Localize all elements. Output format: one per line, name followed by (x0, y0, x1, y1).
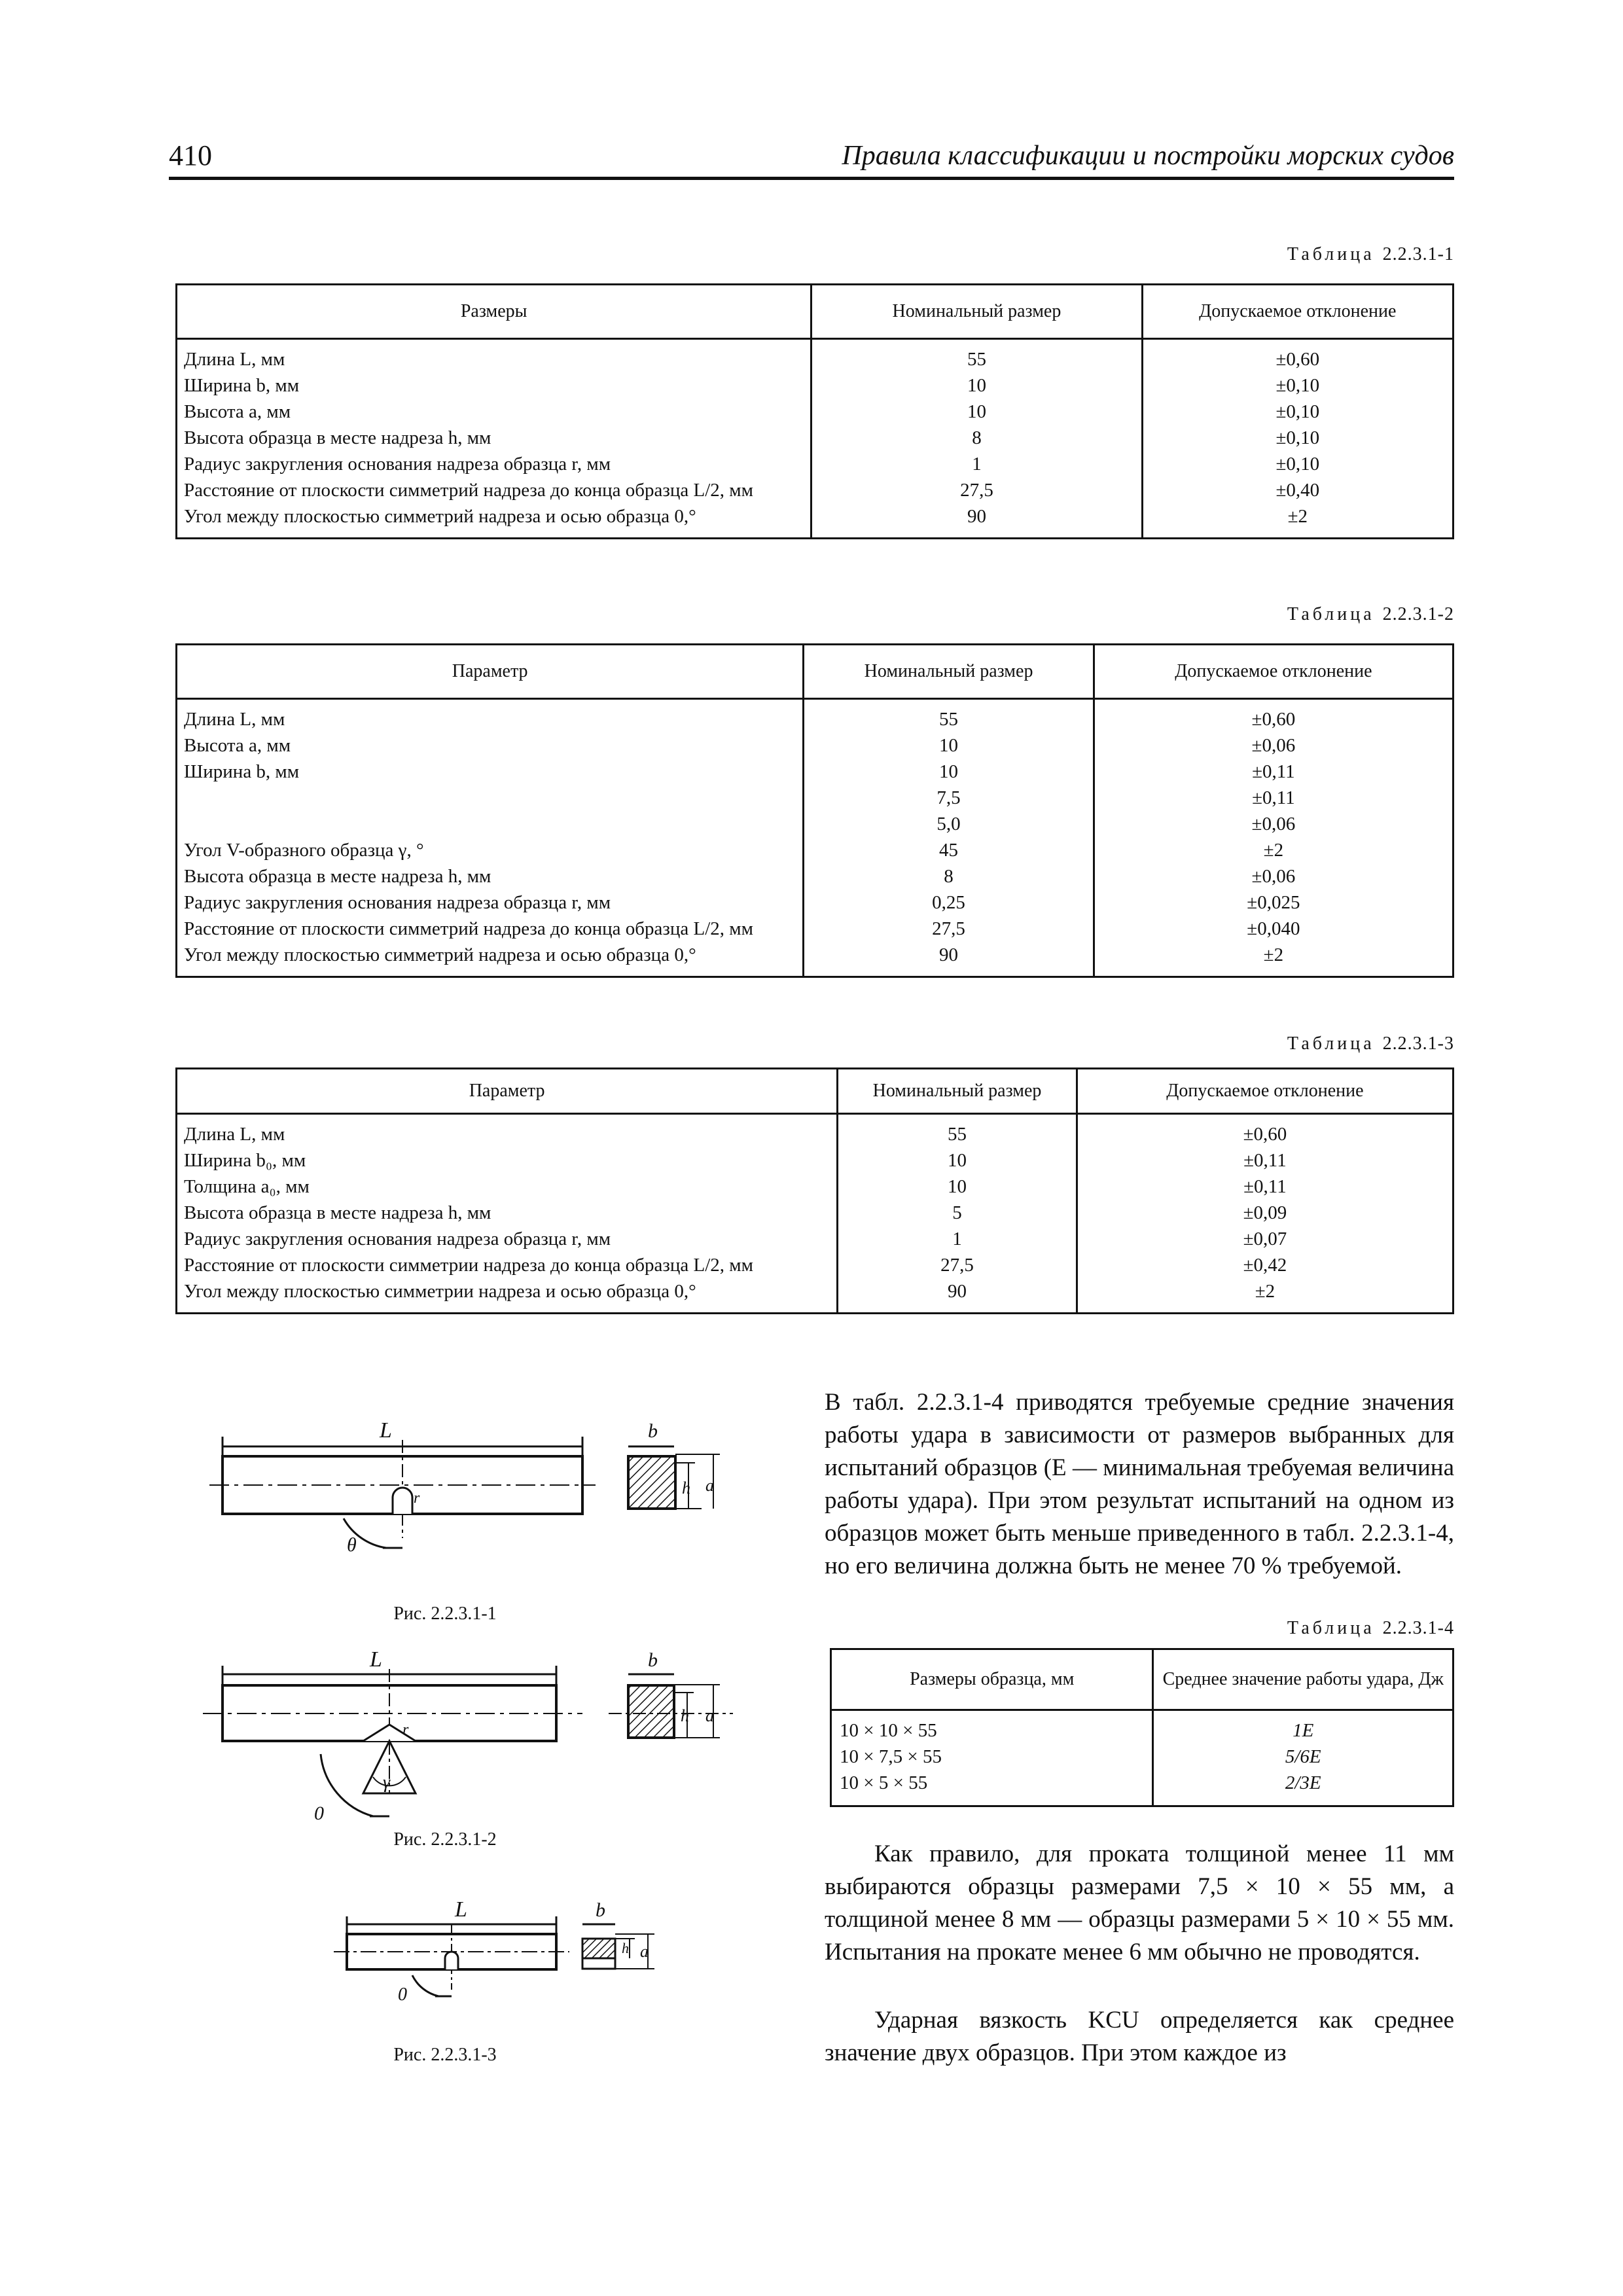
table-cell: ±0,10 (1142, 399, 1453, 425)
table-row (177, 863, 1454, 889)
table-cell: ±0,025 (1094, 889, 1453, 916)
table-row (177, 451, 1454, 477)
table-cell: 90 (804, 942, 1094, 977)
table-header-cell: Параметр (177, 1069, 838, 1114)
table-row (177, 837, 1454, 863)
table-cell: 90 (838, 1278, 1077, 1314)
table-row (831, 1744, 1454, 1770)
table-cell: 90 (812, 503, 1142, 539)
table-row (177, 339, 1454, 373)
table-cell: 10 (804, 759, 1094, 785)
angle-label-theta: θ (347, 1534, 357, 1556)
table-caption-3: Таблица 2.2.3.1-3 (1287, 1033, 1454, 1054)
table-2-2-3-1-1 (175, 283, 1454, 539)
table-cell: 1E (1153, 1710, 1454, 1744)
table-cell: 45 (804, 837, 1094, 863)
table-cell: 27,5 (838, 1252, 1077, 1278)
table-2-2-3-1-4 (830, 1648, 1454, 1807)
table-header-cell: Номинальный размер (812, 285, 1142, 339)
figure-caption-3: Рис. 2.2.3.1-3 (393, 2045, 497, 2065)
figure-specimen-u-notch (216, 1420, 779, 1617)
table-row (177, 1114, 1454, 1148)
page-number: 410 (169, 139, 212, 171)
table-cell: Высота образца в месте надреза h, мм (177, 1200, 838, 1226)
angle-label-zero: 0 (314, 1803, 324, 1824)
table-cell: ±0,42 (1077, 1252, 1453, 1278)
table-cell: Высота образца в месте надреза h, мм (177, 425, 812, 451)
table-header-cell: Размеры образца, мм (831, 1649, 1153, 1710)
dimension-label-l: L (455, 1897, 467, 1922)
table-cell: ±0,11 (1077, 1174, 1453, 1200)
paragraph-specimen-selection: Как правило, для проката толщиной менее 11 мм выбираются образцы размерами 7,5 × 10 × 55 мм, а толщиной менее 8 мм — образцы размерами 5 × 10 × 55 мм. Испытания на прокате менее 6 мм обычно не проводятся. (825, 1840, 1454, 1965)
table-cell: 1 (838, 1226, 1077, 1252)
table-row (177, 1174, 1454, 1200)
table-cell: 55 (812, 339, 1142, 373)
table-cell: Радиус закругления основания надреза образца r, мм (177, 451, 812, 477)
table-cell: ±0,09 (1077, 1200, 1453, 1226)
table-cell: ±0,040 (1094, 916, 1453, 942)
table-cell: ±0,06 (1094, 732, 1453, 759)
figure-specimen-v-notch (216, 1647, 779, 1852)
table-cell: ±0,06 (1094, 863, 1453, 889)
table-row (177, 889, 1454, 916)
table-header-cell: Размеры (177, 285, 812, 339)
table-cell: ±0,11 (1077, 1147, 1453, 1174)
table-cell: Толщина a₀, мм (177, 1174, 838, 1200)
table-cell: ±0,10 (1142, 451, 1453, 477)
table-cell: Высота образца в месте надреза h, мм (177, 863, 804, 889)
table-header-cell: Номинальный размер (838, 1069, 1077, 1114)
table-cell: 10 (804, 732, 1094, 759)
dimension-label-b: b (648, 1649, 658, 1671)
table-row (831, 1770, 1454, 1806)
table-cell: Длина L, мм (177, 1114, 838, 1148)
table-cell: Ширина b, мм (177, 372, 812, 399)
figure-caption-2: Рис. 2.2.3.1-2 (393, 1829, 497, 1850)
table-cell: ±2 (1077, 1278, 1453, 1314)
table-cell: 8 (804, 863, 1094, 889)
table-cell: ±0,60 (1142, 339, 1453, 373)
table-cell: ±0,11 (1094, 785, 1453, 811)
dimension-label-l: L (380, 1418, 392, 1443)
table-cell: 10 (838, 1147, 1077, 1174)
table-row (177, 372, 1454, 399)
dimension-label-h: h (681, 1706, 689, 1725)
table-row (177, 1226, 1454, 1252)
table-cell: ±0,60 (1077, 1114, 1453, 1148)
table-row (177, 1278, 1454, 1314)
paragraph-impact-toughness: Ударная вязкость KCU определяется как среднее значение двух образцов. При этом каждое из (825, 2007, 1454, 2066)
table-cell: 7,5 (804, 785, 1094, 811)
table-row (177, 732, 1454, 759)
table-row (177, 1200, 1454, 1226)
table-caption-1: Таблица 2.2.3.1-1 (1287, 244, 1454, 264)
table-header-cell: Параметр (177, 645, 804, 699)
table-header-cell: Номинальный размер (804, 645, 1094, 699)
table-cell: Расстояние от плоскости симметрии надреза до конца образца L/2, мм (177, 1252, 838, 1278)
dimension-label-a: a (705, 1706, 714, 1725)
table-cell: Расстояние от плоскости симметрий надреза до конца образца L/2, мм (177, 916, 804, 942)
table-row (177, 477, 1454, 503)
table-cell: Угол V-образного образца γ, ° (177, 837, 804, 863)
table-cell: 55 (838, 1114, 1077, 1148)
table-cell: 55 (804, 699, 1094, 733)
table-cell: Высота a, мм (177, 732, 804, 759)
table-cell: 10 × 7,5 × 55 (831, 1744, 1153, 1770)
table-cell: 5 (838, 1200, 1077, 1226)
table-cell: 10 (812, 372, 1142, 399)
table-cell: 1 (812, 451, 1142, 477)
table-cell: 5/6E (1153, 1744, 1454, 1770)
dimension-label-h: h (682, 1479, 690, 1498)
table-cell: Угол между плоскостью симметрий надреза и осью образца 0,° (177, 942, 804, 977)
header-rule (169, 177, 1454, 180)
table-2-2-3-1-3 (175, 1067, 1454, 1314)
table-header-cell: Среднее значение работы удара, Дж (1153, 1649, 1454, 1710)
dimension-label-a: a (705, 1476, 714, 1495)
table-row (177, 425, 1454, 451)
table-2-2-3-1-2 (175, 643, 1454, 978)
dimension-label-l: L (370, 1647, 382, 1672)
dimension-label-h: h (622, 1940, 629, 1956)
table-cell: Длина L, мм (177, 699, 804, 733)
table-cell: ±0,40 (1142, 477, 1453, 503)
table-row (177, 699, 1454, 733)
table-cell: 10 × 10 × 55 (831, 1710, 1153, 1744)
table-cell: ±0,07 (1077, 1226, 1453, 1252)
table-cell: Расстояние от плоскости симметрий надреза до конца образца L/2, мм (177, 477, 812, 503)
angle-label-zero: 0 (398, 1984, 407, 2005)
table-row (177, 785, 1454, 811)
table-cell: 27,5 (812, 477, 1142, 503)
table-header-cell: Допускаемое отклонение (1142, 285, 1453, 339)
table-cell: Высота a, мм (177, 399, 812, 425)
table-cell: ±2 (1094, 837, 1453, 863)
table-row (177, 942, 1454, 977)
angle-label-gamma: γ (383, 1772, 391, 1793)
table-cell: 27,5 (804, 916, 1094, 942)
table-row (177, 811, 1454, 837)
table-cell: ±0,10 (1142, 425, 1453, 451)
table-row (177, 1147, 1454, 1174)
table-row (177, 1252, 1454, 1278)
table-header-cell: Допускаемое отклонение (1077, 1069, 1453, 1114)
table-cell: 10 (812, 399, 1142, 425)
table-cell: 2/3E (1153, 1770, 1454, 1806)
table-cell: Радиус закругления основания надреза образца r, мм (177, 889, 804, 916)
table-cell: 5,0 (804, 811, 1094, 837)
table-cell: ±2 (1094, 942, 1453, 977)
table-cell: 10 × 5 × 55 (831, 1770, 1153, 1806)
table-cell: Ширина b, мм (177, 759, 804, 785)
table-cell (177, 811, 804, 837)
figure-caption-1: Рис. 2.2.3.1-1 (393, 1604, 497, 1624)
table-cell: 10 (838, 1174, 1077, 1200)
figure-specimen-reduced (340, 1898, 707, 2029)
paragraph-table-reference: В табл. 2.2.3.1-4 приводятся требуемые средние значения работы удара в зависимости от размеров выбранных для испытаний образцов (E — минимальная требуемая величина работы удара). При этом результат испытаний на одном из образцов может быть меньше приведенного в табл. 2.2.3.1-4, но его величина должна быть не менее 70 % требуемой. (825, 1389, 1454, 1579)
table-cell: ±0,06 (1094, 811, 1453, 837)
table-header-cell: Допускаемое отклонение (1094, 645, 1453, 699)
table-cell: ±0,10 (1142, 372, 1453, 399)
table-cell: ±0,11 (1094, 759, 1453, 785)
table-cell: Длина L, мм (177, 339, 812, 373)
dimension-label-r: r (414, 1490, 420, 1507)
table-row (177, 503, 1454, 539)
table-cell: Радиус закругления основания надреза образца r, мм (177, 1226, 838, 1252)
table-row (177, 916, 1454, 942)
table-cell: ±0,60 (1094, 699, 1453, 733)
table-cell: 0,25 (804, 889, 1094, 916)
dimension-label-a: a (640, 1942, 649, 1961)
table-row (177, 759, 1454, 785)
dimension-label-r: r (402, 1721, 409, 1738)
table-cell: 8 (812, 425, 1142, 451)
table-cell: Угол между плоскостью симметрии надреза и осью образца 0,° (177, 1278, 838, 1314)
running-title: Правила классификации и постройки морских судов (842, 141, 1454, 171)
table-cell (177, 785, 804, 811)
table-cell: Угол между плоскостью симметрий надреза и осью образца 0,° (177, 503, 812, 539)
dimension-label-b: b (596, 1899, 605, 1921)
table-caption-4: Таблица 2.2.3.1-4 (1287, 1618, 1454, 1638)
table-row (831, 1710, 1454, 1744)
table-caption-2: Таблица 2.2.3.1-2 (1287, 604, 1454, 624)
dimension-label-b: b (648, 1420, 658, 1442)
table-row (177, 399, 1454, 425)
table-cell: Ширина b₀, мм (177, 1147, 838, 1174)
table-cell: ±2 (1142, 503, 1453, 539)
